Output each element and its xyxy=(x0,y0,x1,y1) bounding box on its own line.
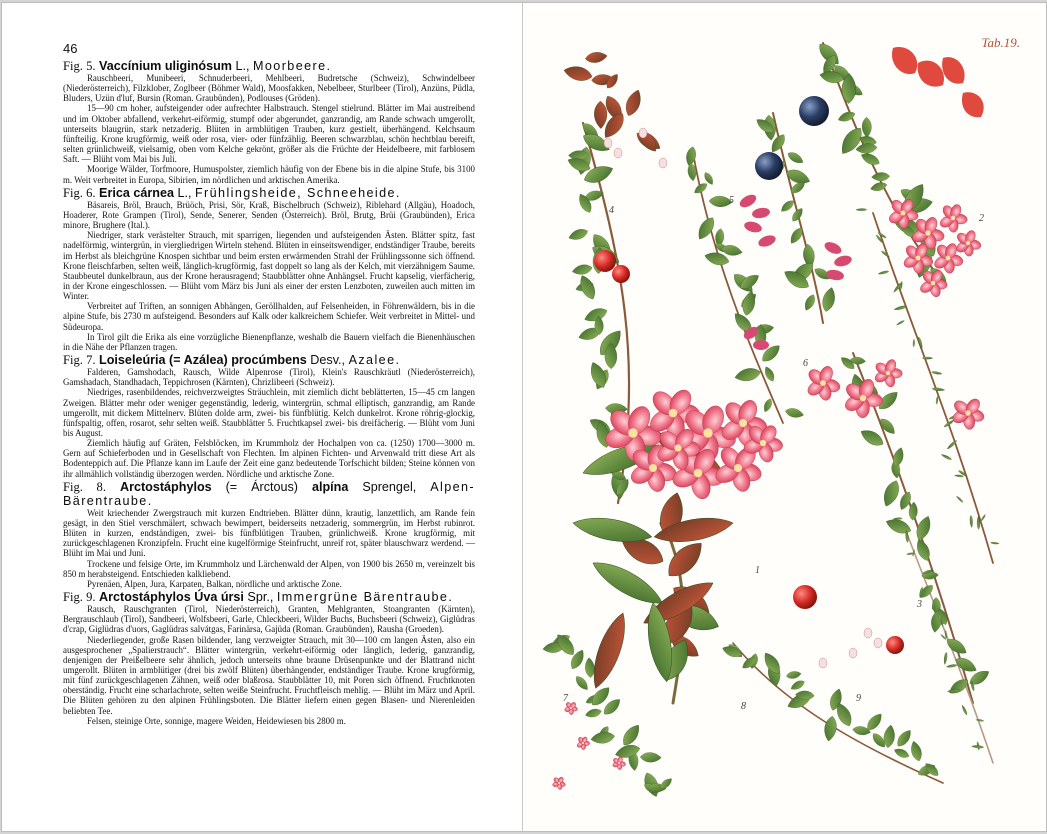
urn-flower xyxy=(639,128,647,138)
entry-fig-5 xyxy=(63,59,475,185)
leaf xyxy=(972,745,984,749)
leaf xyxy=(946,664,957,668)
paragraph: Pyrenäen, Alpen, Jura, Karpaten, Balkan, nördliche und arktische Zone. xyxy=(87,578,342,589)
entry-heading xyxy=(63,186,475,200)
leaf xyxy=(786,150,805,166)
plate-number: 5 xyxy=(729,195,734,206)
leaf xyxy=(584,707,602,719)
leaf xyxy=(941,453,952,460)
latin-name-species: alpína xyxy=(311,479,349,494)
fig-number: Fig. 6. xyxy=(63,185,96,200)
leaf xyxy=(573,674,590,692)
leaf xyxy=(571,263,593,276)
common-name: Azalee. xyxy=(348,353,401,368)
leaf xyxy=(893,746,911,759)
leaf xyxy=(896,320,905,326)
blossom xyxy=(955,229,982,257)
author: Sprengel, xyxy=(348,479,431,494)
paragraph: Felsen, steinige Orte, sonnige, magere Weiden, Heidewiesen bis 2800 m. xyxy=(87,715,346,726)
leaf xyxy=(585,51,608,64)
blossom xyxy=(576,736,590,750)
leaf xyxy=(623,88,645,118)
common-name: Alpen-Bärentraube. xyxy=(63,479,476,508)
common-name: Moorbeere. xyxy=(253,59,332,73)
author: L., xyxy=(232,59,254,73)
plate-number: 9 xyxy=(856,693,861,704)
leaf xyxy=(619,722,643,749)
leaf xyxy=(878,270,889,275)
paragraph: Falderen, Gamshodach, Rausch, Wilde Alpenrose (Tirol), Klein's Rauschkräutl (Niederösterreich), Gamshadach, Standhadach, Teppichrosen (Kärnten), Chrizlibeeri (Schweiz). xyxy=(63,367,475,388)
plate-label: Tab.19. xyxy=(981,35,1020,50)
leaf xyxy=(936,396,939,404)
paragraph: Weit kriechender Zwergstrauch mit kurzen Endtrieben. Blätter dünn, krautig, lanzettlich, am Rande fein gesägt, in den Stiel verschmälert, schwach bewimpert, beiderseits netzaderig, sommergrün, im Herbst rubinrot. Blüten in kurzen, endständigen, zwei- bis fünfblütigen Trauben, grünlichweiß. Krone krugförmig, mit zurückgeschlagenen Kronzipfeln. Frucht eine kugelförmige Steinfrucht, unreif rot, später blauschwarz werdend. — Blüht im Mai und Juni. xyxy=(63,507,475,559)
fig-number: Fig. 9. xyxy=(63,590,96,605)
entry-heading xyxy=(63,480,475,508)
leaf xyxy=(894,727,914,748)
blossom xyxy=(552,776,566,790)
synonym: (= Árctous) xyxy=(211,479,312,494)
blueberry xyxy=(755,152,783,180)
leaf xyxy=(789,678,806,692)
plate-number: 8 xyxy=(741,701,746,712)
leaf xyxy=(956,495,964,503)
red-berry xyxy=(793,585,817,609)
leaf xyxy=(931,371,942,375)
urn-flower xyxy=(849,648,857,658)
latin-name: Erica cárnea xyxy=(99,185,174,200)
leaf xyxy=(567,227,589,243)
fig-number: Fig. 8. xyxy=(63,479,106,494)
urn-flower xyxy=(659,158,667,168)
fig-number: Fig. 7. xyxy=(63,353,96,368)
paragraph: Moorige Wälder, Torfmoore, Humuspolster, ziemlich häufig von der Ebene bis in die alpine Stufe, bis 3100 m. Weit verbreitet in Europa, Sibirien, im nördlichen und arktischen Amerika. xyxy=(63,164,475,185)
plate-number: 6 xyxy=(803,358,808,369)
leaf xyxy=(586,609,633,691)
leaf xyxy=(740,290,757,317)
urn-flower xyxy=(614,148,622,158)
leaf xyxy=(932,387,945,391)
plate-number: 4 xyxy=(609,205,614,216)
leaf xyxy=(871,172,890,181)
blossom xyxy=(938,203,968,233)
text-page xyxy=(2,3,522,831)
leaf xyxy=(823,715,838,742)
leaf xyxy=(976,719,984,722)
plate-number: 2 xyxy=(979,213,984,224)
paragraph: In Tirol gilt die Erika als eine vorzügliche Bienenpflanze, weshalb die Bauern vielfach die Bienenhäuschen in die Nähe der Pflanzen tragen. xyxy=(63,331,475,352)
page-number: 46 xyxy=(63,41,78,56)
entry-fig-6 xyxy=(63,186,475,352)
entry-fig-8 xyxy=(63,480,475,589)
paragraph: Trockene und felsige Orte, im Krummholz und Lärchenwald der Alpen, von 1900 bis 2650 m, vereinzelt bis 850 m herabsteigend. Entschieden kalkliebend. xyxy=(63,558,475,579)
common-name: Immergrüne Bärentraube. xyxy=(276,590,454,605)
paragraph: Rausch, Rauschgranten (Tirol, Niederösterreich), Granten, Mehlgranten, Stoangranten (Kärnten), Bergrauschlaub (Tirol), Sandbeeri, Wolfsbeeri, Garle, Chleckbeeri, Wilder Buchs, Buchsbeeri (Schweiz), Giglüdras d'crap, Giglüdras d'uors, Gaglüdras salvátgas, Farinärsa, Gajüda (Roman. Graubünden), Rausha (Groeden). xyxy=(63,604,475,635)
leaf xyxy=(640,752,661,762)
leaf xyxy=(913,339,915,347)
paragraph: Bäsareis, Bröl, Brauch, Brüöch, Prisi, Sör, Kraß, Bischelbruch (Schweiz), Riblehard (Allgäu), Hoadoch, Hoaderer, Rote Grampen (Tirol), Sende, Senerer, Senden (Österreich). Bröl, Brutg, Brüi (Graubünden), Erica minore, Brughere (Ital.). xyxy=(63,199,475,231)
author: Desv., xyxy=(306,353,349,368)
leaf xyxy=(590,731,615,745)
leaf xyxy=(862,117,872,137)
leaf xyxy=(990,542,999,545)
latin-name: Loiseleúria (= Azálea) procúmbens xyxy=(99,353,307,368)
leaf xyxy=(922,357,933,359)
urn-flower xyxy=(864,628,872,638)
leaf xyxy=(594,101,607,129)
leaf xyxy=(856,208,867,211)
latin-name: Arctostáphylos Úva úrsi xyxy=(99,590,244,605)
leaf xyxy=(880,478,902,508)
leaf xyxy=(961,705,968,716)
entry-heading xyxy=(63,59,475,73)
leaf xyxy=(762,398,774,414)
urn-flower xyxy=(604,138,612,148)
red-berry xyxy=(886,636,904,654)
leaf xyxy=(562,64,593,83)
leaf xyxy=(894,305,907,311)
latin-name: Arctostáphylos xyxy=(119,479,212,494)
entry-heading xyxy=(63,590,475,604)
entry-heading xyxy=(63,353,475,367)
red-berry xyxy=(594,250,616,272)
red-tubular-flowers xyxy=(892,47,984,117)
plate-number: 3 xyxy=(917,599,922,610)
author: L., xyxy=(173,185,195,200)
leaf xyxy=(802,293,817,312)
entry-fig-9 xyxy=(63,590,475,726)
leaf xyxy=(820,286,837,313)
leaf xyxy=(943,652,947,665)
leaf xyxy=(584,657,595,678)
plate-number: 7 xyxy=(563,693,568,704)
entry-fig-7 xyxy=(63,353,475,479)
leaf xyxy=(662,536,709,583)
leaf xyxy=(859,151,881,168)
latin-name: Vaccínium uliginósum xyxy=(99,59,233,73)
plate-page xyxy=(523,3,1046,831)
paragraph: Niedriger, stark verästelter Strauch, mit sparrigen, liegenden und aufsteigenden Ästen. Blätter spitz, fast nadelförmig, wintergrün, in viergliedrigen Wirteln stehend. Blüten in einseitswendiger, endständiger Traube, bereits im Herbst als bleichgrüne Knospen sichtbar und beim ersten erwärmenden Strahl der Frühlingssonne sich öffnend. Krone fleischfarben, selten weiß, länglich-krugförmig, fast doppelt so lang als der Kelch, mit vierzähnigem Saume. Staubbeutel dunkelbraun, aus der Krone herausragend; Staubblätter ohne Anhängsel. Frucht kapselig, vierfächerig, in der Krone eingeschlossen. — Blüht vom März bis Juni als einer der ersten Lenzboten, zuweilen auch mitten im Winter. xyxy=(63,230,475,302)
red-berry xyxy=(612,265,630,283)
leaf xyxy=(970,515,973,527)
blossom xyxy=(951,396,986,430)
blossom xyxy=(805,364,842,401)
leaf xyxy=(909,740,924,762)
botanical-illustration xyxy=(523,3,1046,831)
leaf xyxy=(734,366,762,383)
plate-number: 1 xyxy=(755,565,760,576)
text-column xyxy=(63,59,475,727)
urn-flower xyxy=(874,638,882,648)
blossom xyxy=(843,377,884,418)
leaf xyxy=(784,407,804,420)
leaf xyxy=(980,514,986,522)
paragraph: Rauschbeeri, Munibeeri, Schnuderbeeri, Mehlbeeri, Budretsche (Schweiz), Schwindelbeer (Niederösterreich), Filzklober, Zoglbeer (Böhmer Wald), Moosfakken, Nebelbeer, Sturlbeer (Tirol), Anzüns, Püdla, Bluders, Uzün d'luf, Bursin (Roman. Graubünden), Podlouses (Gröden). xyxy=(63,73,475,104)
leaf xyxy=(694,215,717,243)
azalea-blossoms xyxy=(603,386,784,501)
paragraph: Niedriges, rasenbildendes, reichverzweigtes Sträuchlein, mit ziemlich dicht beblätterten, 15—45 cm langen Zweigen. Blätter mehr oder weniger gegenständig, lederig, wintergrün, schmal elliptisch, ganzrandig, am Rande umgerollt, mit dickem Mittelnerv. Blüten dolde arm, zwei- bis fünfblütig. Kelch dunkelrot. Krone röhrig-glockig, fünfspaltig, offen, rosarot, sehr selten weiß. Staubblätter 5. Fruchtkapsel zwei- bis dreifächerig. — Blüht vom Juni bis August. xyxy=(63,387,475,438)
leaf xyxy=(954,474,963,477)
blossom xyxy=(612,756,626,770)
blossom xyxy=(873,358,902,388)
leaf xyxy=(786,670,802,679)
paragraph: Ziemlich häufig auf Gräten, Felsblöcken, im Krummholz der Hochalpen von ca. (1250) 1700—3000 m. Gern auf Schieferboden und in Gesellschaft von Flechten. Im alpinen Fichten- und Arvenwald tritt diese Art als Bodenteppich auf. Die Pflanze kann im Laufe der Zeit eine ganz bedeutende Torfschicht bilden; Steine können von ihr allmählich vollständig überzogen werden. Nördliche und arktische Zone. xyxy=(63,438,475,479)
blueberry xyxy=(799,96,829,126)
book-spread xyxy=(1,2,1047,832)
author: Spr., xyxy=(243,590,277,605)
fig-number: Fig. 5. xyxy=(63,59,96,73)
paragraph: Niederliegender, große Rasen bildender, lang verzweigter Strauch, mit 30—100 cm langen Ästen, also ein ausgesprochener „Spalierstrauch“. Blätter wintergrün, verkehrt-eiförmig oder länglich, lederig, ganzrandig, denjenigen der Preißelbeere sehr ähnlich, jedoch unterseits ohne braune Drüsenpunkte und der Blattrand nicht umgerollt. Blüten in armblütiger (drei bis zwölf Blüten) überhängender, endständiger Traube. Krone krugförmig, mit fünf zurückgeschlagenen Zähnen, weiß oder blaßrosa. Staubblätter 10, mit Poren sich öffnend. Fruchtknoten oberständig. Frucht eine scharlachrote, selten weiße Steinfrucht. Fruchtfleisch mehlig. — Blüht im März und April. Die Blüten gehören zu den alpinen Frühlingsboten. Die Blätter liefern einen gegen Blasen- und Nierenleiden beliebten Tee. xyxy=(63,634,475,716)
leaf xyxy=(914,514,934,542)
paragraph: 15—90 cm hoher, aufsteigender oder aufrechter Halbstrauch. Stengel stielrund. Blätter im Mai austreibend und im Oktober abfallend, verkehrt-eiförmig, stumpf oder abgerundet, ganzrandig, am Rande schwach umgerollt, unterseits blaugrün, stark netzaderig. Blüten in armblütigen Trauben, kurz gestielt, überhängend. Kelchsaum fünfteilig. Krone krugförmig, weiß oder rosa, vier- oder fünfzählig. Beeren schwarzblau, schön hechtblau bereift, selten grünlichweiß, vielsamig, oben vom Kelche gekrönt, größer als die Früchte der Heidelbeere, mit farblosem Saft. — Blüht vom Mai bis Juli. xyxy=(63,103,475,165)
paragraph: Verbreitet auf Triften, an sonnigen Abhängen, Geröllhalden, auf Felsenheiden, in Föhrenwäldern, bis in die alpine Stufe, bis 2730 m aufsteigend. Besonders auf Kalk oder kalkreichem Schiefer. Weit verbreitet in Mittel- und Südeuropa. xyxy=(63,301,475,332)
common-name: Frühlingsheide, Schneeheide. xyxy=(194,185,401,200)
urn-flower xyxy=(819,658,827,668)
